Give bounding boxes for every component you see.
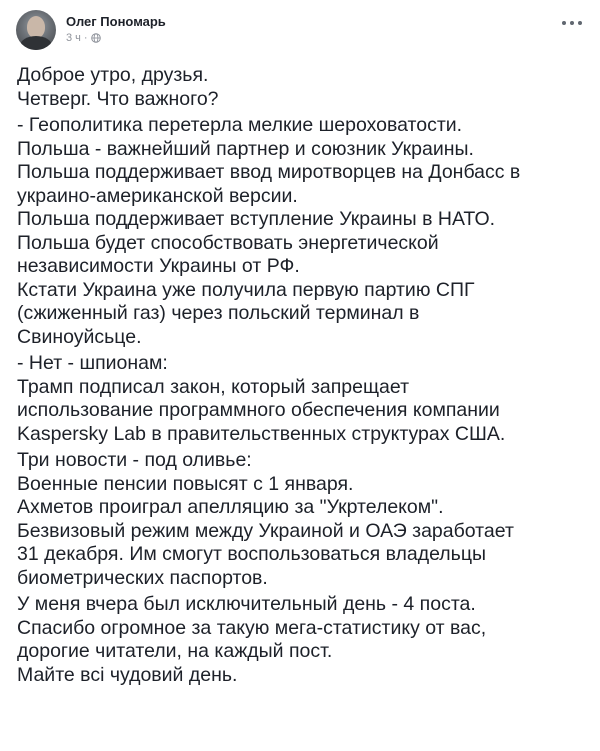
text-line: Четверг. Что важного? [17,87,219,110]
text-line: Кстати Украина уже получила первую партию СПГ [17,278,475,301]
meta-separator: · [83,32,88,44]
post-time[interactable]: 3 ч [66,32,81,44]
text-line: Безвизовый режим между Украиной и ОАЭ заработает [17,519,514,542]
text-line: 31 декабря. Им смогут воспользоваться владельцы [17,543,486,565]
post-meta [66,32,101,44]
text-line: Ахметов проиграл апелляцию за "Укртелеком". [17,496,444,518]
text-line: дорогие читатели, на каждый пост. [17,640,333,662]
text-line: Польша - важнейший партнер и союзник Украины. [17,137,474,160]
text-line: (сжиженный газ) через польский терминал в [17,302,420,324]
paragraph [17,352,587,446]
text-line: украино-американской версии. [17,184,298,207]
text-line: Военные пенсии повысят с 1 января. [17,472,354,495]
avatar[interactable] [16,10,56,50]
text-line: Доброе утро, друзья. [17,64,209,86]
more-dot-icon [562,21,566,25]
author-name[interactable]: Олег Пономарь [66,14,166,29]
text-line: Польша будет способствовать энергетической [17,231,439,254]
text-line: Польша поддерживает ввод миротворцев на Донбасс в [17,161,521,183]
paragraph [17,449,587,590]
text-line: независимости Украины от РФ. [17,255,300,277]
text-line: Три новости - под оливье: [17,449,252,471]
text-line: - Геополитика перетерла мелкие шероховатости. [17,114,463,136]
text-line: Свиноуйсьце. [17,325,142,348]
text-line: Спасибо огромное за такую мега-статистику от вас, [17,616,487,639]
avatar-face [27,16,45,38]
text-line: использование программного обеспечения компании [17,399,500,421]
paragraph [17,593,587,687]
text-line: Kaspersky Lab в правительственных структурах США. [17,422,506,445]
more-options-button[interactable] [560,14,584,30]
text-line: биометрических паспортов. [17,566,268,589]
more-dot-icon [578,21,582,25]
globe-icon [91,33,101,43]
text-line: Майте всі чудовий день. [17,663,238,686]
avatar-body [20,36,52,50]
post-header [16,10,584,50]
text-line: Польша поддерживает вступление Украины в НАТО. [17,208,496,230]
post-text [17,64,587,690]
text-line: Трамп подписал закон, который запрещает [17,375,410,398]
text-line: - Нет - шпионам: [17,352,168,374]
paragraph [17,64,587,111]
paragraph [17,114,587,349]
more-dot-icon [570,21,574,25]
text-line: У меня вчера был исключительный день - 4 поста. [17,593,476,615]
